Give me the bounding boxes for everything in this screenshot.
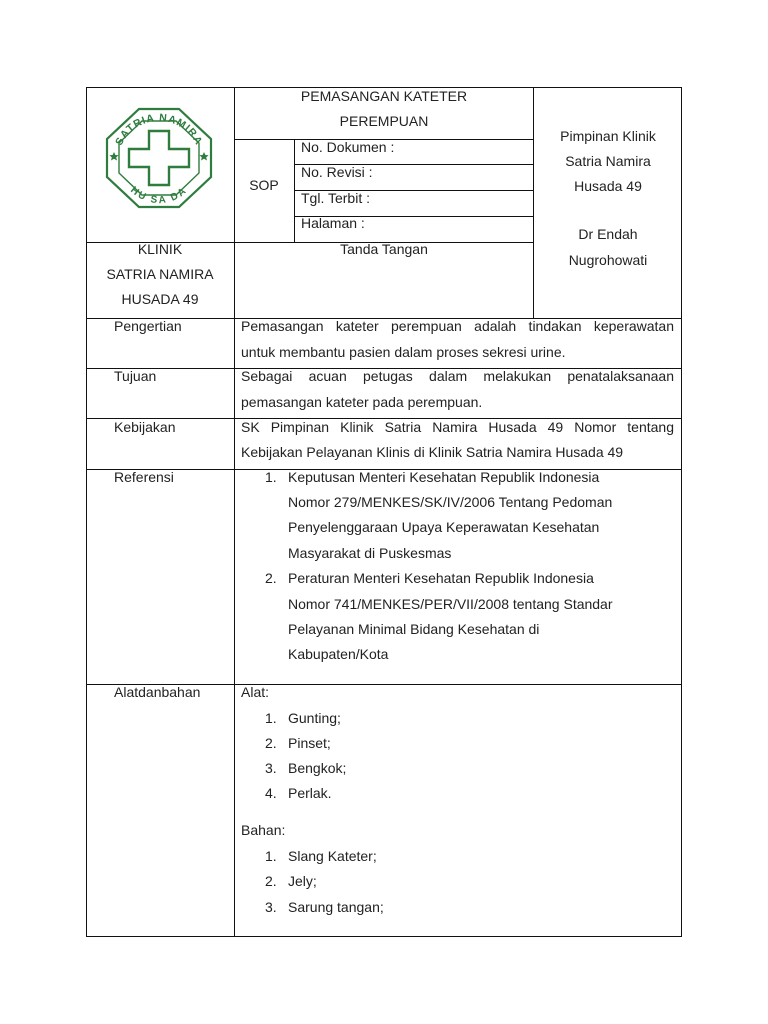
bahan-item: Jely; — [288, 873, 317, 889]
tanda-tangan-label: Tanda Tangan — [340, 241, 428, 257]
divider-logo — [234, 87, 235, 937]
no-dokumen-field: No. Dokumen : — [301, 139, 395, 155]
pengertian-label: Pengertian — [114, 318, 182, 334]
document-title-line2: PEREMPUAN — [339, 113, 429, 129]
referensi-item-line: Nomor 741/MENKES/PER/VII/2008 tentang Standar — [288, 596, 613, 612]
sop-label: SOP — [249, 177, 279, 193]
border-right — [681, 87, 682, 937]
referensi-item-number: 1. — [265, 469, 277, 485]
clinic-logo — [105, 107, 213, 209]
alat-item: Gunting; — [288, 710, 341, 726]
alat-item-number: 2. — [265, 735, 277, 751]
no-revisi-field: No. Revisi : — [301, 164, 373, 180]
referensi-item-line: Pelayanan Minimal Bidang Kesehatan di — [288, 621, 540, 637]
clinic-name-line3: HUSADA 49 — [121, 291, 199, 307]
pengertian-text-line2: untuk membantu pasien dalam proses sekresi urine. — [241, 344, 566, 360]
kebijakan-text-line2: Kebijakan Pelayanan Klinis di Klinik Satria Namira Husada 49 — [241, 444, 624, 460]
alat-item: Bengkok; — [288, 760, 347, 776]
referensi-item-line: Peraturan Menteri Kesehatan Republik Indonesia — [288, 570, 594, 586]
referensi-item-line: Masyarakat di Puskesmas — [288, 545, 452, 561]
tujuan-text-line2: pemasangan kateter pada perempuan. — [241, 394, 483, 410]
logo-star-left-icon — [109, 152, 118, 161]
logo-cross-icon — [129, 131, 189, 185]
referensi-item-line: Kabupaten/Kota — [288, 646, 389, 662]
tujuan-label: Tujuan — [114, 368, 157, 384]
signer-name-line2: Nugrohowati — [568, 252, 648, 268]
clinic-name-line2: SATRIA NAMIRA — [106, 266, 214, 282]
referensi-item-line: Keputusan Menteri Kesehatan Republik Indonesia — [288, 469, 600, 485]
border-bottom — [86, 936, 682, 937]
referensi-item-line: Penyelenggaraan Upaya Keperawatan Kesehatan — [288, 519, 600, 535]
referensi-item-line: Nomor 279/MENKES/SK/IV/2006 Tentang Pedoman — [288, 494, 613, 510]
tgl-terbit-field: Tgl. Terbit : — [301, 190, 370, 206]
alat-item: Perlak. — [288, 785, 332, 801]
signer-title-line2: Satria Namira — [565, 153, 651, 169]
alat-item: Pinset; — [288, 735, 331, 751]
tujuan-text-line1: Sebagai acuan petugas dalam melakukan penatalaksanaan — [241, 368, 674, 384]
bahan-item: Slang Kateter; — [288, 848, 377, 864]
signer-name-line1: Dr Endah — [578, 226, 638, 242]
alat-heading: Alat: — [241, 684, 270, 700]
bahan-item: Sarung tangan; — [288, 899, 384, 915]
bahan-item-number: 3. — [265, 899, 277, 915]
alat-item-number: 3. — [265, 760, 277, 776]
referensi-item-number: 2. — [265, 570, 277, 586]
logo-bottom-text: HU SA DA — [128, 184, 190, 207]
border-left — [86, 87, 87, 937]
kebijakan-text-line1: SK Pimpinan Klinik Satria Namira Husada 49 Nomor tentang — [241, 419, 674, 435]
document-title-line1: PEMASANGAN KATETER — [300, 88, 468, 104]
clinic-name-line1: KLINIK — [137, 241, 183, 257]
signer-title-line1: Pimpinan Klinik — [560, 128, 656, 144]
pengertian-text-line1: Pemasangan kateter perempuan adalah tindakan keperawatan — [241, 318, 674, 334]
bahan-item-number: 2. — [265, 873, 277, 889]
referensi-label: Referensi — [114, 469, 174, 485]
alat-bahan-label: Alatdanbahan — [114, 684, 201, 700]
signer-title-line3: Husada 49 — [574, 178, 642, 194]
logo-star-right-icon — [199, 152, 208, 161]
halaman-field: Halaman : — [301, 215, 365, 231]
alat-item-number: 4. — [265, 785, 277, 801]
bahan-item-number: 1. — [265, 848, 277, 864]
alat-item-number: 1. — [265, 710, 277, 726]
logo-top-text: SATRIA NAMIRA — [113, 111, 205, 148]
bahan-heading: Bahan: — [241, 822, 286, 838]
kebijakan-label: Kebijakan — [114, 419, 176, 435]
